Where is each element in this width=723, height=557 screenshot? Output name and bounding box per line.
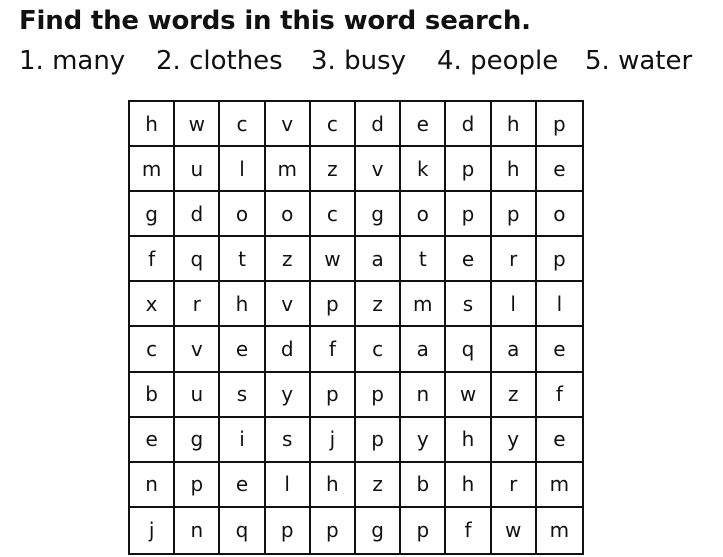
grid-cell[interactable]: d: [175, 192, 220, 237]
grid-cell[interactable]: p: [311, 508, 356, 553]
grid-cell[interactable]: z: [356, 463, 401, 508]
grid-cell[interactable]: v: [266, 282, 311, 327]
grid-cell[interactable]: e: [537, 418, 582, 463]
grid-cell[interactable]: d: [266, 327, 311, 372]
grid-cell[interactable]: e: [537, 147, 582, 192]
grid-cell[interactable]: o: [401, 192, 446, 237]
grid-cell[interactable]: v: [175, 327, 220, 372]
grid-cell[interactable]: p: [446, 147, 491, 192]
grid-cell[interactable]: m: [537, 463, 582, 508]
grid-cell[interactable]: s: [446, 282, 491, 327]
grid-cell[interactable]: p: [537, 237, 582, 282]
grid-cell[interactable]: f: [537, 373, 582, 418]
grid-cell[interactable]: s: [220, 373, 265, 418]
grid-cell[interactable]: b: [130, 373, 175, 418]
grid-cell[interactable]: h: [446, 463, 491, 508]
grid-cell[interactable]: w: [175, 102, 220, 147]
grid-cell[interactable]: t: [220, 237, 265, 282]
grid-cell[interactable]: m: [549, 518, 570, 543]
grid-cell[interactable]: l: [492, 282, 537, 327]
grid-cell[interactable]: v: [266, 102, 311, 147]
grid-cell[interactable]: c: [130, 327, 175, 372]
grid-cell[interactable]: h: [446, 418, 491, 463]
grid-cell[interactable]: q: [175, 237, 220, 282]
grid-cell[interactable]: p: [266, 508, 311, 553]
grid-cell[interactable]: p: [356, 373, 401, 418]
grid-cell[interactable]: o: [537, 192, 582, 237]
grid-cell[interactable]: q: [220, 508, 265, 553]
grid-cell[interactable]: e: [537, 327, 582, 372]
grid-cell[interactable]: p: [311, 373, 356, 418]
grid-cell[interactable]: g: [356, 192, 401, 237]
grid-cell[interactable]: f: [130, 237, 175, 282]
grid-cell[interactable]: o: [220, 192, 265, 237]
grid-cell[interactable]: g: [130, 192, 175, 237]
grid-cell[interactable]: b: [401, 463, 446, 508]
grid-cell[interactable]: z: [356, 282, 401, 327]
page-title: Find the words in this word search.: [19, 6, 531, 36]
grid-cell[interactable]: w: [311, 237, 356, 282]
grid-cell[interactable]: m: [401, 282, 446, 327]
grid-cell[interactable]: p: [492, 192, 537, 237]
grid-cell[interactable]: z: [492, 373, 537, 418]
grid-cell[interactable]: t: [401, 237, 446, 282]
grid-cell[interactable]: h: [492, 102, 537, 147]
grid-cell[interactable]: x: [130, 282, 175, 327]
word-item: 5. water: [585, 46, 693, 76]
word-item: 4. people: [437, 46, 559, 76]
grid-cell[interactable]: h: [311, 463, 356, 508]
word-item: 3. busy: [311, 46, 406, 76]
grid-cell[interactable]: w: [446, 373, 491, 418]
grid-cell[interactable]: p: [446, 192, 491, 237]
word-item: 1. many: [19, 46, 126, 76]
grid-cell[interactable]: c: [220, 102, 265, 147]
grid-cell[interactable]: c: [311, 102, 356, 147]
grid-cell[interactable]: s: [266, 418, 311, 463]
word-item: 2. clothes: [156, 46, 283, 76]
grid-cell[interactable]: e: [220, 463, 265, 508]
grid-cell[interactable]: u: [175, 147, 220, 192]
grid-cell[interactable]: o: [266, 192, 311, 237]
grid-cell[interactable]: p: [311, 282, 356, 327]
grid-cell[interactable]: e: [130, 418, 175, 463]
word-list: [19, 46, 709, 86]
grid-cell[interactable]: a: [401, 327, 446, 372]
grid-cell[interactable]: v: [356, 147, 401, 192]
grid-cell[interactable]: f: [311, 327, 356, 372]
grid-cell[interactable]: g: [175, 418, 220, 463]
grid-cell[interactable]: e: [401, 102, 446, 147]
grid-cell[interactable]: i: [220, 418, 265, 463]
grid-cell[interactable]: w: [492, 508, 537, 553]
grid-cell[interactable]: f: [446, 508, 491, 553]
grid-cell[interactable]: y: [266, 373, 311, 418]
grid-cell[interactable]: a: [492, 327, 537, 372]
grid-cell[interactable]: l: [266, 463, 311, 508]
grid-cell[interactable]: p: [401, 508, 446, 553]
word-search-grid: [128, 100, 584, 555]
grid-cell[interactable]: z: [266, 237, 311, 282]
grid-cell[interactable]: u: [175, 373, 220, 418]
grid-cell[interactable]: h: [130, 102, 175, 147]
grid-cell[interactable]: h: [492, 147, 537, 192]
grid-cell[interactable]: e: [220, 327, 265, 372]
grid-cell[interactable]: l: [537, 282, 582, 327]
grid-cell[interactable]: m: [266, 147, 311, 192]
grid-cell[interactable]: k: [401, 147, 446, 192]
grid-cell[interactable]: d: [446, 102, 491, 147]
grid-cell[interactable]: c: [311, 192, 356, 237]
grid-cell[interactable]: r: [492, 237, 537, 282]
grid-cell[interactable]: e: [446, 237, 491, 282]
grid-cell[interactable]: p: [356, 418, 401, 463]
grid-cell[interactable]: z: [311, 147, 356, 192]
grid-cell[interactable]: n: [175, 508, 220, 553]
grid-cell[interactable]: c: [356, 327, 401, 372]
grid-cell[interactable]: q: [446, 327, 491, 372]
grid-cell[interactable]: h: [220, 282, 265, 327]
grid-cell[interactable]: d: [356, 102, 401, 147]
grid-cell[interactable]: g: [356, 508, 401, 553]
grid-cell[interactable]: p: [175, 463, 220, 508]
grid-cell[interactable]: m: [130, 147, 175, 192]
grid-cell[interactable]: y: [401, 418, 446, 463]
grid-cell[interactable]: r: [492, 463, 537, 508]
grid-cell[interactable]: n: [401, 373, 446, 418]
grid-cell[interactable]: p: [537, 102, 582, 147]
grid-cell[interactable]: a: [356, 237, 401, 282]
grid-cell[interactable]: y: [492, 418, 537, 463]
grid-cell[interactable]: r: [175, 282, 220, 327]
grid-cell[interactable]: n: [130, 463, 175, 508]
grid-cell[interactable]: l: [220, 147, 265, 192]
grid-cell[interactable]: j: [130, 508, 175, 553]
grid-cell[interactable]: j: [311, 418, 356, 463]
